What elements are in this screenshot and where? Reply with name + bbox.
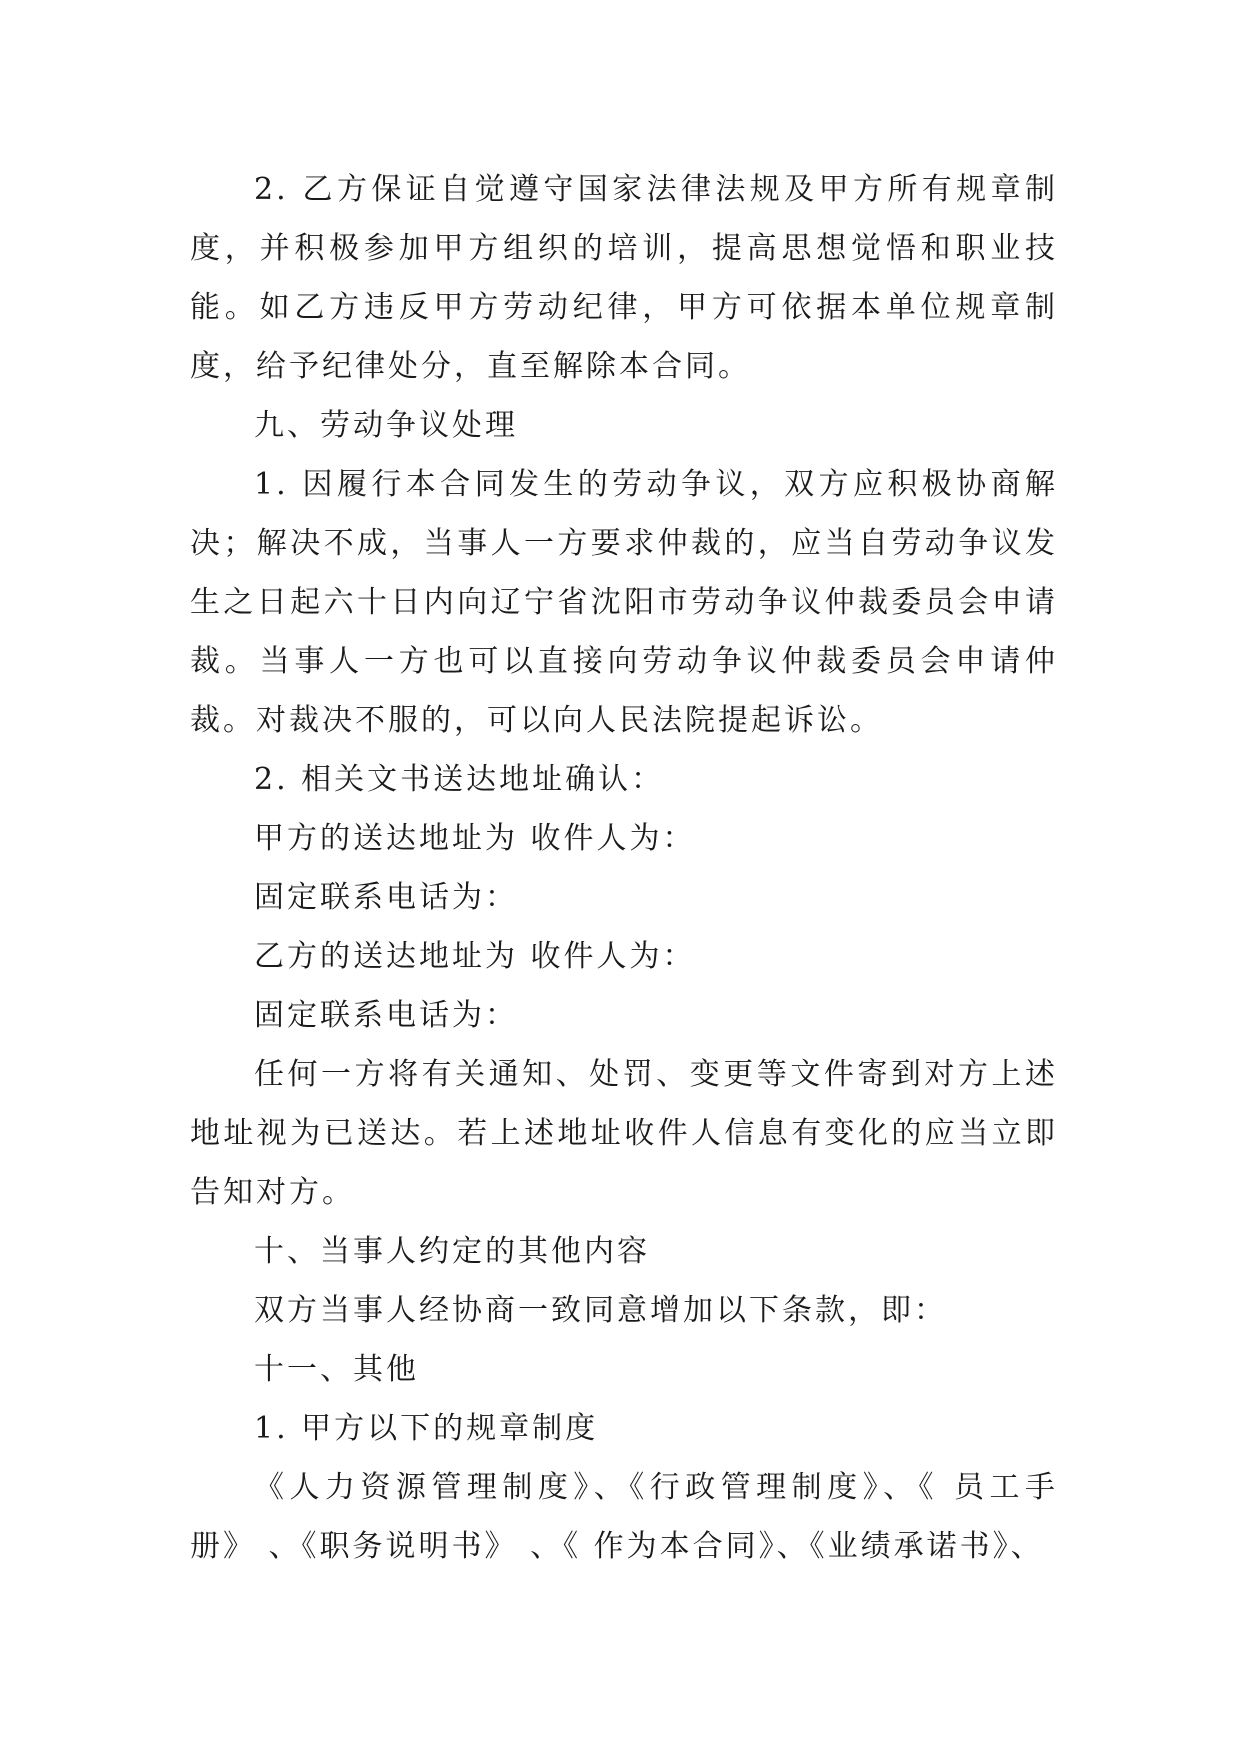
paragraph-clause-8-2: 2. 乙方保证自觉遵守国家法律法规及甲方所有规章制度，并积极参加甲方组织的培训，提高思想觉悟和职业技能。如乙方违反甲方劳动纪律，甲方可依据本单位规章制度，给予纪律处分，直至解除本合同。: [190, 172, 1058, 384]
paragraph-clause-11-1: 1. 甲方以下的规章制度: [254, 1411, 599, 1446]
party-b-address-line: 乙方的送达地址为 收件人为：: [254, 939, 696, 974]
document-body: [190, 160, 1058, 1576]
paragraph-delivery-notice: 任何一方将有关通知、处罚、变更等文件寄到对方上述地址视为已送达。若上述地址收件人信息有变化的应当立即告知对方。: [190, 1057, 1058, 1210]
heading-section-9: 九、劳动争议处理: [254, 408, 518, 443]
paragraph-clause-9-1: 1. 因履行本合同发生的劳动争议，双方应积极协商解决；解决不成，当事人一方要求仲裁的，应当自劳动争议发生之日起六十日内向辽宁省沈阳市劳动争议仲裁委员会申请裁。当事人一方也可以直接向劳动争议仲裁委员会申请仲裁。对裁决不服的，可以向人民法院提起诉讼。: [190, 467, 1058, 738]
heading-section-10: 十、当事人约定的其他内容: [254, 1234, 650, 1269]
heading-section-11: 十一、其他: [254, 1352, 419, 1387]
paragraph-regulations-list: 《人力资源管理制度》、《行政管理制度》、《 员工手册》 、《职务说明书》 、《 作为本合同》、《业绩承诺书》、: [190, 1470, 1058, 1564]
party-b-phone-line: 固定联系电话为：: [254, 998, 518, 1033]
party-a-phone-line: 固定联系电话为：: [254, 880, 518, 915]
paragraph-clause-9-2: 2. 相关文书送达地址确认：: [254, 762, 665, 797]
paragraph-additional-terms: 双方当事人经协商一致同意增加以下条款，即：: [254, 1293, 947, 1328]
party-a-address-line: 甲方的送达地址为 收件人为：: [254, 821, 696, 856]
